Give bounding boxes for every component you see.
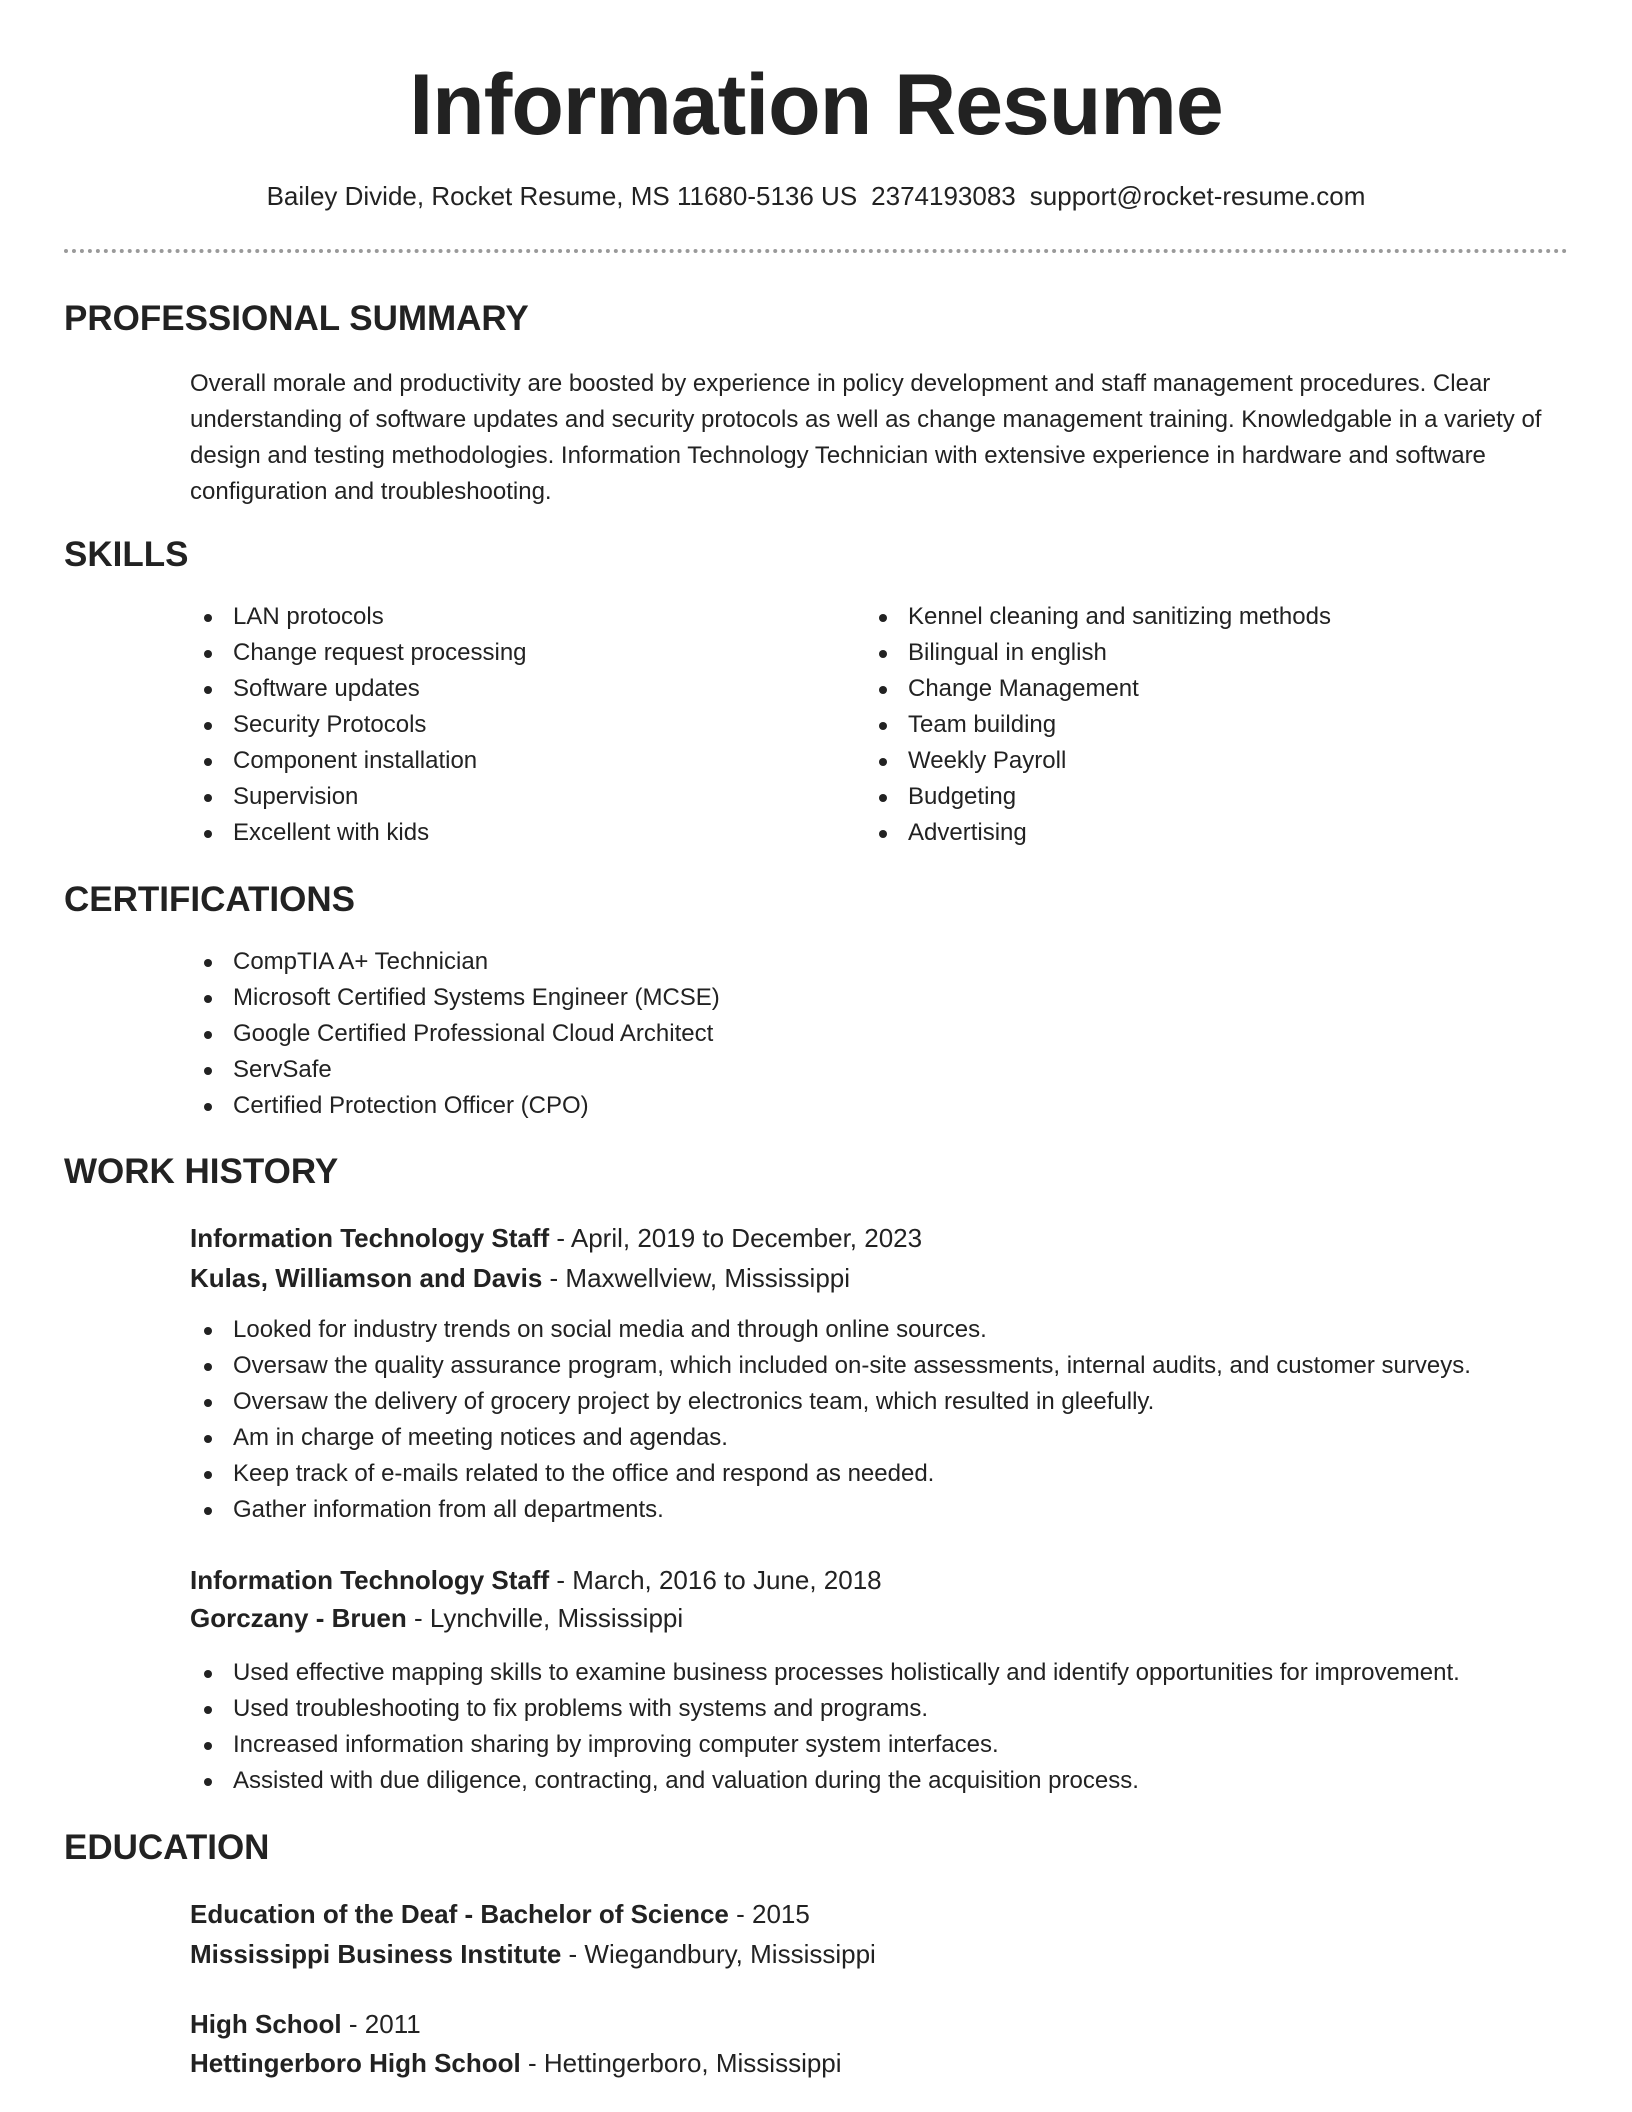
resume-name: Information Resume [409,57,1223,153]
job-bullets [190,1655,1460,1799]
job-bullet: Gather information from all departments. [190,1492,1471,1528]
contact-email: support@rocket-resume.com [1029,181,1366,211]
job-title-line [190,1561,882,1599]
work-history-heading: WORK HISTORY [64,1152,339,1191]
job-bullet: Used effective mapping skills to examine business processes holistically and identify opportunities for improvement. [190,1655,1460,1691]
certification-item: Certified Protection Officer (CPO) [190,1088,720,1124]
job-dates: - March, 2016 to June, 2018 [549,1565,882,1595]
skill-item: Excellent with kids [190,815,527,851]
summary-text: Overall morale and productivity are boosted by experience in policy development and staff management procedures. Clear understanding of software updates and security protocols as well as change management training. Knowledgable in a variety of design and testing methodologies. Information Technology Technician with extensive experience in hardware and software configuration and troubleshooting. [190,370,1542,505]
skill-item: Kennel cleaning and sanitizing methods [865,599,1331,635]
job-bullet: Used troubleshooting to fix problems with systems and programs. [190,1691,1460,1727]
skill-item: LAN protocols [190,599,527,635]
job-bullet: Keep track of e-mails related to the office and respond as needed. [190,1456,1471,1492]
job-bullet: Assisted with due diligence, contracting, and valuation during the acquisition process. [190,1763,1460,1799]
job-bullet: Am in charge of meeting notices and agendas. [190,1420,1471,1456]
job-title: Information Technology Staff [190,1223,550,1253]
contact-phone: 2374193083 [871,181,1016,211]
skills-list-left [190,599,527,851]
job-company: Gorczany - Bruen [190,1603,407,1633]
job-bullet: Oversaw the quality assurance program, which included on-site assessments, internal audits, and customer surveys. [190,1348,1471,1384]
job-location: - Maxwellview, Mississippi [542,1263,851,1293]
education-location: - Wiegandbury, Mississippi [561,1939,876,1969]
job-company-line [190,1259,850,1297]
skill-item: Team building [865,707,1331,743]
education-year: - 2011 [341,2009,421,2039]
job-bullet: Increased information sharing by improving computer system interfaces. [190,1727,1460,1763]
certifications-list [190,944,720,1124]
job-company-line [190,1599,683,1637]
education-school: Mississippi Business Institute [190,1939,562,1969]
certification-item: CompTIA A+ Technician [190,944,720,980]
education-location: - Hettingerboro, Mississippi [520,2048,842,2078]
education-degree: Education of the Deaf - Bachelor of Science [190,1899,729,1929]
skill-item: Budgeting [865,779,1331,815]
summary-heading: PROFESSIONAL SUMMARY [64,299,529,338]
job-bullet: Looked for industry trends on social media and through online sources. [190,1312,1471,1348]
education-year: - 2015 [728,1899,810,1929]
skill-item: Component installation [190,743,527,779]
education-school-line [190,2044,842,2082]
job-title-line [190,1219,922,1257]
certification-item: ServSafe [190,1052,720,1088]
job-title: Information Technology Staff [190,1565,550,1595]
header-divider [64,249,1568,253]
skill-item: Change request processing [190,635,527,671]
job-location: - Lynchville, Mississippi [406,1603,684,1633]
skill-item: Bilingual in english [865,635,1331,671]
certifications-heading: CERTIFICATIONS [64,880,356,919]
skill-item: Security Protocols [190,707,527,743]
education-degree-line [190,1895,810,1933]
job-bullets [190,1312,1471,1528]
education-degree: High School [190,2009,342,2039]
skill-item: Change Management [865,671,1331,707]
job-bullet: Oversaw the delivery of grocery project by electronics team, which resulted in gleefully. [190,1384,1471,1420]
job-company: Kulas, Williamson and Davis [190,1263,543,1293]
contact-address: Bailey Divide, Rocket Resume, MS 11680-5136 US [266,181,858,211]
education-degree-line [190,2005,421,2043]
skill-item: Weekly Payroll [865,743,1331,779]
education-school: Hettingerboro High School [190,2048,521,2078]
skill-item: Advertising [865,815,1331,851]
contact-line [0,178,1632,214]
certification-item: Microsoft Certified Systems Engineer (MCSE) [190,980,720,1016]
skills-heading: SKILLS [64,535,189,574]
education-heading: EDUCATION [64,1828,270,1867]
certification-item: Google Certified Professional Cloud Architect [190,1016,720,1052]
education-school-line [190,1935,876,1973]
job-dates: - April, 2019 to December, 2023 [549,1223,923,1253]
skill-item: Software updates [190,671,527,707]
skill-item: Supervision [190,779,527,815]
skills-list-right [865,599,1331,851]
